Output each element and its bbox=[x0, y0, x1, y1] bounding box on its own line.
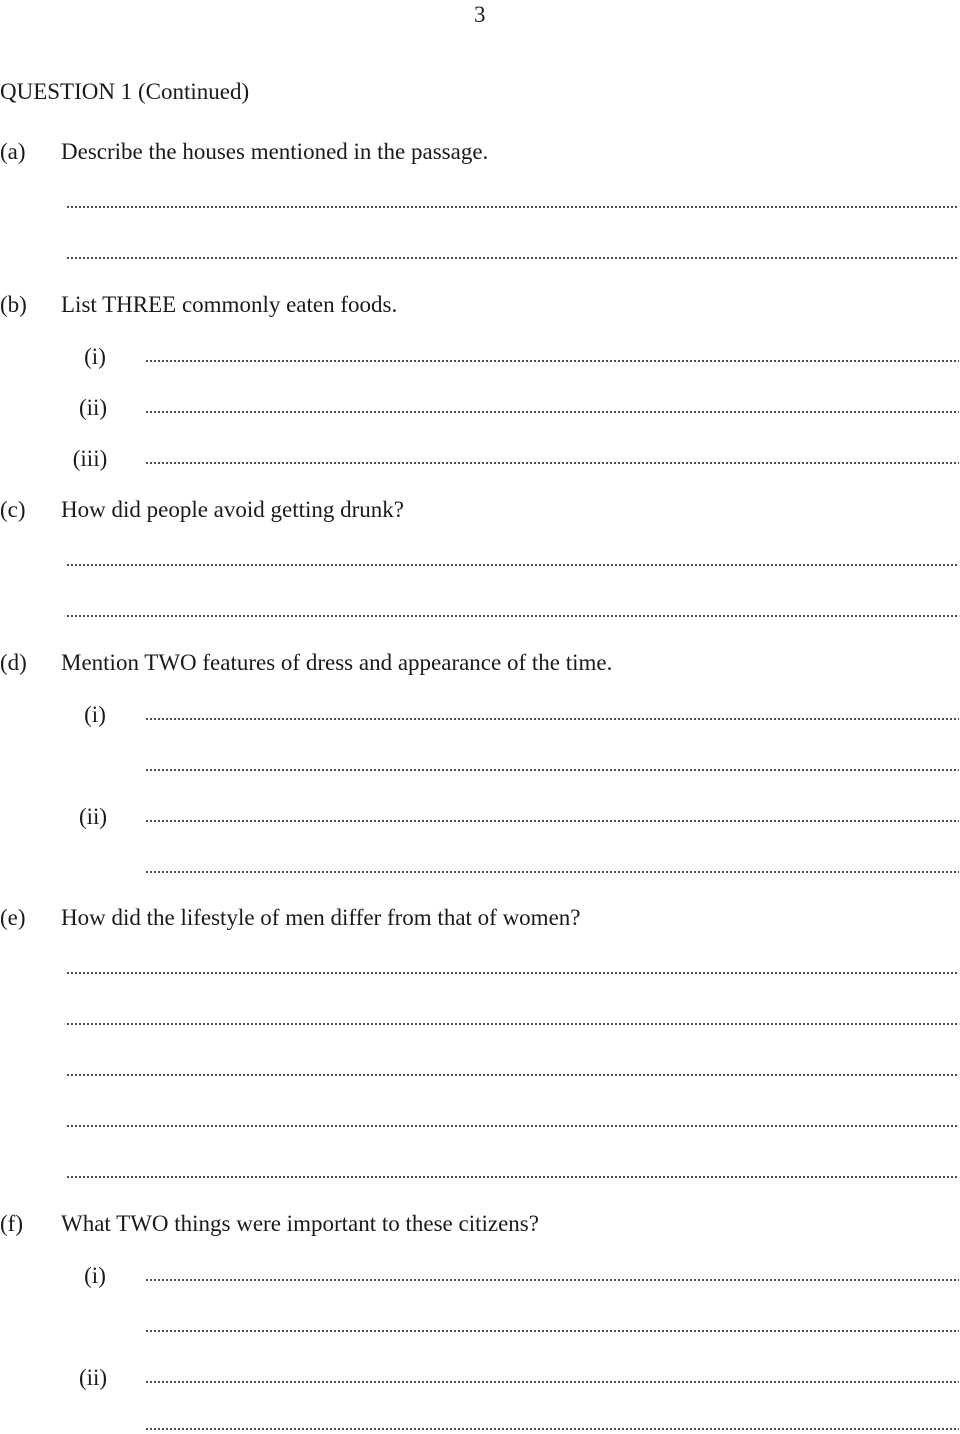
answer-line[interactable] bbox=[66, 206, 959, 208]
question-a-text: Describe the houses mentioned in the passage. bbox=[61, 139, 489, 164]
answer-line[interactable] bbox=[145, 718, 959, 720]
answer-line[interactable] bbox=[145, 769, 959, 771]
question-e-text: How did the lifestyle of men differ from that of women? bbox=[61, 905, 581, 930]
question-b-text: List THREE commonly eaten foods. bbox=[61, 292, 398, 317]
question-b-label: (b) bbox=[0, 292, 27, 317]
part-d-ii-label: (ii) bbox=[78, 804, 108, 829]
answer-line[interactable] bbox=[145, 462, 959, 464]
part-b-iii-label: (iii) bbox=[72, 446, 108, 471]
question-d-label: (d) bbox=[0, 650, 27, 675]
answer-line[interactable] bbox=[145, 411, 959, 413]
answer-line[interactable] bbox=[66, 1074, 959, 1076]
part-d-i-label: (i) bbox=[84, 702, 106, 727]
answer-line[interactable] bbox=[66, 1176, 959, 1178]
question-heading: QUESTION 1 (Continued) bbox=[0, 79, 250, 104]
question-a-label: (a) bbox=[0, 139, 26, 164]
question-e-label: (e) bbox=[0, 905, 26, 930]
answer-line[interactable] bbox=[145, 1279, 959, 1281]
page-number: 3 bbox=[474, 2, 486, 27]
question-c-label: (c) bbox=[0, 497, 26, 522]
answer-line[interactable] bbox=[145, 1381, 959, 1383]
answer-line[interactable] bbox=[145, 1330, 959, 1332]
part-f-ii-label: (ii) bbox=[78, 1365, 108, 1390]
part-f-i-label: (i) bbox=[84, 1263, 106, 1288]
question-c-text: How did people avoid getting drunk? bbox=[61, 497, 405, 522]
answer-line[interactable] bbox=[66, 1125, 959, 1127]
answer-line[interactable] bbox=[66, 1023, 959, 1025]
part-b-i-label: (i) bbox=[84, 344, 106, 369]
question-f-text: What TWO things were important to these citizens? bbox=[61, 1211, 539, 1236]
answer-line[interactable] bbox=[145, 1428, 959, 1430]
answer-line[interactable] bbox=[66, 564, 959, 566]
answer-line[interactable] bbox=[66, 615, 959, 617]
answer-line[interactable] bbox=[66, 257, 959, 259]
answer-line[interactable] bbox=[145, 360, 959, 362]
question-d-text: Mention TWO features of dress and appearance of the time. bbox=[61, 650, 613, 675]
answer-line[interactable] bbox=[66, 972, 959, 974]
part-b-ii-label: (ii) bbox=[78, 395, 108, 420]
question-f-label: (f) bbox=[0, 1211, 23, 1236]
answer-line[interactable] bbox=[145, 871, 959, 873]
answer-line[interactable] bbox=[145, 820, 959, 822]
